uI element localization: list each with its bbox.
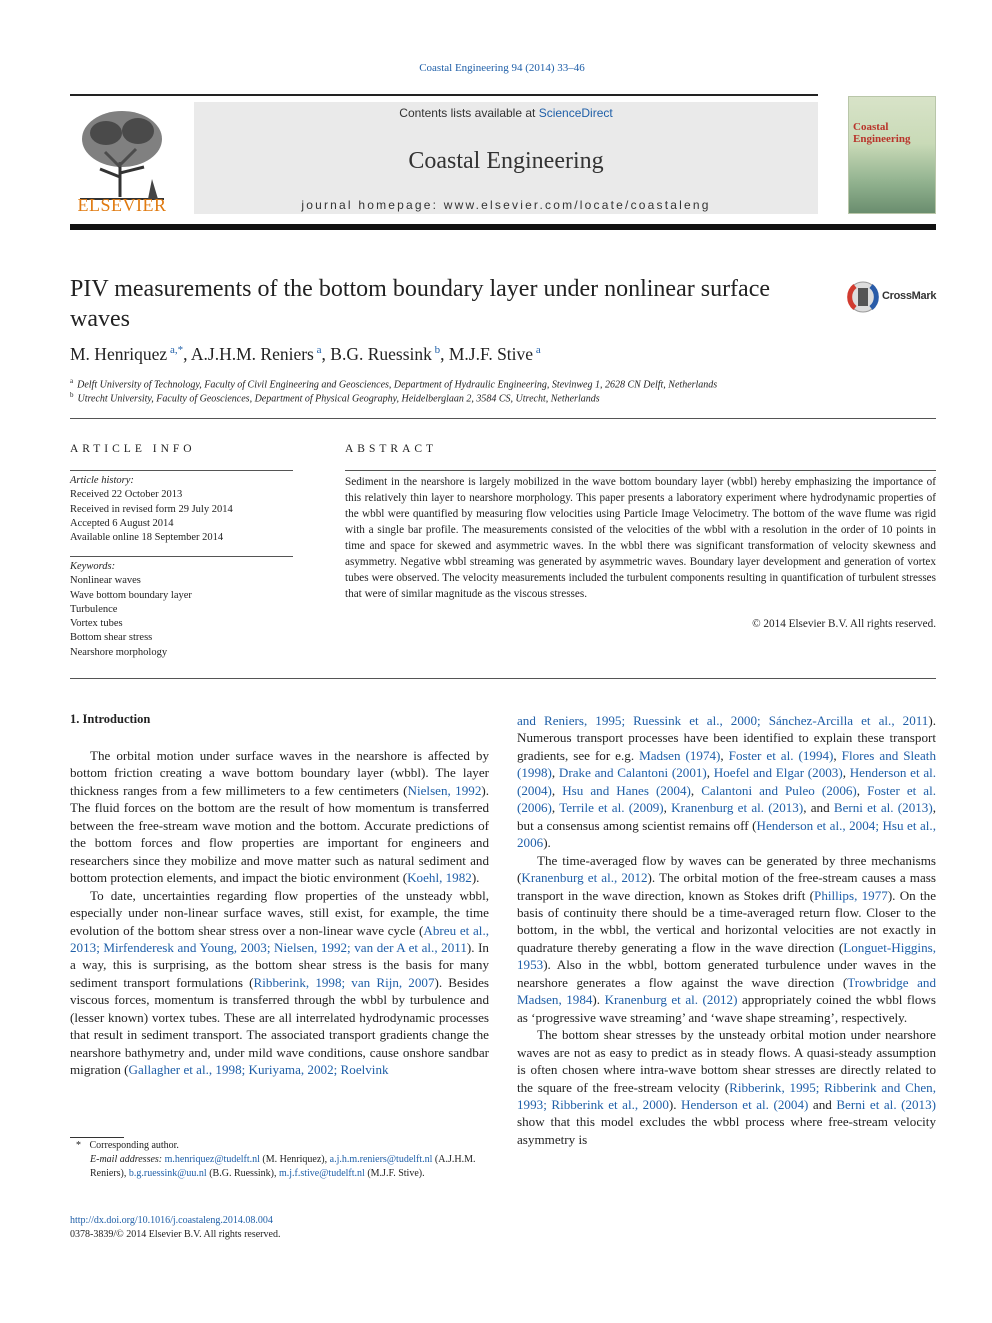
body-text: ). In a way, this is surprising, as the bottom shear stress is the basis for many sediment transport formulations (: [70, 939, 489, 990]
email-owner: (A.J.H.M. Reniers),: [90, 1154, 476, 1179]
body-text: To date, uncertainties regarding flow properties of the unsteady wbbl, especially under non-linear surface waves, still exist, for example, the time evolution of the bottom shear stress over a non-linear wave cycle (: [70, 887, 489, 938]
journal-homepage[interactable]: journal homepage: www.elsevier.com/locate/coastaleng: [301, 198, 711, 212]
contents-prefix: Contents lists available at: [399, 106, 539, 120]
body-paragraph: [517, 852, 936, 1027]
author-affiliation-marker[interactable]: b: [431, 344, 441, 357]
body-text: ,: [551, 765, 559, 781]
citation-link[interactable]: Drake and Calantoni (2001): [558, 765, 707, 781]
issn-line: 0378-3839/© 2014 Elsevier B.V. All rights reserved.: [70, 1229, 281, 1240]
citation-link[interactable]: Abreu et al., 2013; Mirfenderesk and Young, 2003; Nielsen, 1992; van der A et al., 2011: [70, 922, 489, 955]
citation-link[interactable]: Berni et al. (2013): [833, 800, 933, 816]
author-separator: ,: [183, 344, 191, 364]
author-separator: ,: [440, 344, 449, 364]
citation-link[interactable]: Berni et al. (2013): [836, 1096, 937, 1112]
keyword-item: Bottom shear stress: [70, 632, 153, 644]
cover-title: Coastal Engineering: [853, 121, 911, 145]
doi-link[interactable]: http://dx.doi.org/10.1016/j.coastaleng.2014.08.004: [70, 1215, 273, 1226]
email-owner: (M. Henriquez),: [259, 1154, 330, 1165]
doi-block: [70, 1214, 280, 1242]
corresponding-note: * Corresponding author.: [76, 1140, 179, 1151]
body-text: ,: [833, 747, 842, 763]
header-rule: [70, 224, 936, 230]
masthead-divider: [70, 94, 818, 96]
sciencedirect-link[interactable]: ScienceDirect: [538, 106, 613, 120]
article-history: [70, 474, 294, 545]
body-text: The time-averaged flow by waves can be generated by three mechanisms (: [517, 852, 936, 886]
email-link[interactable]: b.g.ruessink@uu.nl: [128, 1168, 207, 1179]
journal-title: Coastal Engineering: [408, 148, 604, 174]
citation-link[interactable]: Foster et al. (1994): [728, 747, 834, 763]
divider: [70, 418, 936, 419]
masthead-banner: [194, 102, 818, 214]
body-text: ). Also in the wbbl, bottom generated turbulence under waves in the nearshore generates a flow against the wave direction (: [517, 957, 936, 990]
citation-link[interactable]: Henderson et al. (2004): [517, 765, 937, 798]
citation-link[interactable]: Ribberink, 1995; Ribberink and Chen, 1993; Ribberink et al., 2000: [517, 1079, 936, 1112]
body-text: and: [808, 1096, 837, 1112]
email-addresses: [70, 1153, 490, 1181]
body-text: ,: [856, 782, 868, 798]
citation-link[interactable]: Trowbridge and Madsen, 1984: [517, 974, 936, 1008]
body-text: ). Numerous transport processes have been identified to explain these transport gradients, see for e.g.: [517, 713, 936, 763]
author-affiliation-marker[interactable]: a: [313, 344, 322, 357]
body-text: ,: [720, 747, 729, 763]
journal-masthead: [70, 94, 936, 218]
citation-link[interactable]: Gallagher et al., 1998; Kuriyama, 2002; Roelvink: [128, 1062, 389, 1078]
affiliation-a: $^a$ Delft University of Technology, Faculty of Civil Engineering and Geosciences, Department of Hydraulic Engineering, Stevinweg 1, 2628 CN Delft, Netherlands: [70, 377, 718, 391]
keyword-item: Nonlinear waves: [70, 575, 141, 587]
crossmark-icon: [846, 280, 880, 314]
body-column-left: [70, 747, 489, 1079]
body-text: ). The fluid forces on the bottom are the result of how momentum is transferred between the free-stream wave motion and the bottom. Accurate predictions of the bottom forces and flow properties are important for engineers and researchers since they mobilize and move matter such as natural sediment and bottom protection elements, and impact the biotic environment (: [70, 782, 490, 886]
keyword-item: Vortex tubes: [70, 618, 123, 630]
email-link[interactable]: m.henriquez@tudelft.nl: [164, 1154, 260, 1165]
body-text: ).: [592, 992, 605, 1008]
citation-link[interactable]: and Reniers, 1995; Ruessink et al., 2000; Sánchez-Arcilla et al., 2011: [517, 713, 929, 728]
citation-link[interactable]: Hsu and Hanes (2004): [562, 782, 691, 798]
citation-link[interactable]: Ribberink, 1998; van Rijn, 2007: [253, 974, 435, 990]
article-info-heading: ARTICLE INFO: [70, 443, 196, 455]
crossmark-label: CrossMark: [882, 290, 937, 302]
contents-line: [194, 106, 818, 120]
citation-link[interactable]: Phillips, 1977: [814, 887, 888, 903]
body-text: The orbital motion under surface waves in the nearshore is affected by bottom friction creating a wave bottom boundary layer (wbbl). The layer thickness ranges from a few millimeters to a few centimeters (: [70, 748, 489, 798]
body-text: ). Besides viscous forces, momentum is transferred through the wbbl by turbulence and (lesser known) vortex tubes. These are all interrelated hydrodynamic processes that result in sediment transport. The associated transport gradients change the nearshore bathymetry and, under mild wave conditions, cause onshore sandbar migration (: [70, 974, 490, 1078]
body-paragraph: [70, 747, 489, 887]
author-affiliation-marker[interactable]: a: [533, 344, 541, 357]
publisher-name: ELSEVIER: [77, 195, 167, 215]
footnotes: [70, 1139, 490, 1181]
journal-cover-image: [848, 96, 936, 214]
section-heading: 1. Introduction: [70, 712, 151, 726]
journal-reference-link[interactable]: Coastal Engineering 94 (2014) 33–46: [419, 62, 585, 74]
body-text: ).: [471, 870, 480, 886]
citation-link[interactable]: Kranenburg et al. (2012): [604, 992, 738, 1008]
body-paragraph: [70, 887, 489, 1079]
history-item: Received 22 October 2013: [70, 489, 183, 501]
history-item: Accepted 6 August 2014: [70, 517, 174, 529]
body-text: ).: [668, 1096, 682, 1112]
body-text: ,: [551, 800, 560, 816]
citation-link[interactable]: Madsen (1974): [639, 747, 721, 763]
keyword-item: Turbulence: [70, 603, 118, 615]
citation-link[interactable]: Hoefel and Elgar (2003): [713, 765, 843, 781]
body-column-right: [517, 712, 936, 1148]
body-text: show that this model excludes the wbbl process where free-stream velocity asymmetry is: [517, 1114, 936, 1147]
email-link[interactable]: m.j.f.stive@tudelft.nl: [278, 1168, 365, 1179]
keyword-item: Nearshore morphology: [70, 646, 168, 658]
body-text: ,: [842, 765, 850, 781]
body-paragraph: [517, 712, 936, 852]
history-item: Available online 18 September 2014: [70, 532, 224, 544]
body-text: The bottom shear stresses by the unsteady orbital motion under nearshore waves are not as easy to predict as in steady flows. A quasi-steady assumption is often chosen where intra-wave bottom shear stresses are directly related to the square of the free-stream velocity (: [517, 1027, 936, 1095]
history-item: Received in revised form 29 July 2014: [70, 503, 233, 515]
citation-link[interactable]: Calantoni and Puleo (2006): [701, 782, 857, 798]
article-title: PIV measurements of the bottom boundary layer under nonlinear surface waves: [70, 276, 771, 332]
citation-link[interactable]: Longuet-Higgins, 1953: [517, 939, 936, 973]
divider: [70, 678, 936, 679]
abstract-text: Sediment in the nearshore is largely mobilized in the wave bottom boundary layer (wbbl) hereby emphasizing the importance of this relatively thin layer to nearshore morphology. This paper presents a laboratory experiment where hydrodynamic properties of the wbbl were quantified by measuring flow velocities using Particle Image Velocimetry. The bottom of the wave flume was rigid with a single bar profile. The measurements consisted of the velocities of the wbbl with a resolution in the order of 10 points in time and space for skewed and asymmetric waves. In the wbbl there was significant transformation of velocity skewness and asymmetry. Negative wbbl streaming was generated by asymmetric waves. Boundary layer development and generation of vortex tubes were observed. The velocity measurements included the turbulent components resulting in quantification of turbulent stresses that were of similar magnitude as the viscous stresses.: [345, 476, 936, 600]
author-name: M.J.F. Stive: [448, 344, 534, 364]
email-owner: (B.G. Ruessink),: [206, 1168, 279, 1179]
body-text: ,: [663, 800, 672, 816]
citation-link[interactable]: Foster et al. (2006): [517, 782, 937, 816]
footnote-rule: [70, 1137, 124, 1138]
email-label: E-mail addresses:: [90, 1154, 165, 1165]
citation-link[interactable]: Henderson et al., 2004; Hsu et al., 2006: [517, 817, 936, 851]
citation-link[interactable]: Henderson et al. (2004): [681, 1096, 809, 1112]
author-separator: ,: [321, 344, 331, 364]
body-paragraph: [517, 1026, 936, 1148]
citation-link[interactable]: Nielsen, 1992: [407, 782, 482, 798]
author-name: M. Henriquez: [70, 344, 168, 364]
author-name: A.J.H.M. Reniers: [190, 344, 314, 364]
body-text: ,: [551, 782, 563, 798]
body-text: ). On the basis of continuity there should be a time-averaged return flow. Closer to the bottom, in the wbbl, the vertical and horizontal velocities are not exactly in quadrature thereby generating a flow in the wave direction (: [517, 887, 937, 955]
affiliation-b: $^b$ Utrecht University, Faculty of Geosciences, Department of Physical Geography, Heidelberglaan 2, 3584 CS, Utrecht, Netherlands: [70, 391, 600, 405]
body-text: ).: [543, 835, 551, 851]
citation-link[interactable]: Kranenburg et al. (2013): [671, 800, 804, 816]
email-link[interactable]: a.j.h.m.reniers@tudelft.nl: [329, 1154, 433, 1165]
body-text: ,: [706, 765, 714, 781]
body-text: ). The orbital motion of the free-stream causes a mass transport in the wave direction, known as Stokes drift (: [517, 870, 936, 903]
history-label: Article history:: [70, 475, 134, 486]
abstract-heading: ABSTRACT: [345, 443, 438, 455]
divider: [70, 556, 293, 557]
body-text: appropriately coined the wbbl flows as ‘progressive wave streaming’ and ‘wave shape streaming’, respectively.: [517, 992, 936, 1025]
email-owner: (M.J.F. Stive).: [364, 1168, 425, 1179]
citation-link[interactable]: Flores and Sleath (1998): [517, 747, 936, 781]
author-affiliation-marker[interactable]: a,*: [167, 344, 184, 357]
body-text: , and: [803, 800, 834, 816]
body-text: ,: [690, 782, 702, 798]
abstract-copyright: © 2014 Elsevier B.V. All rights reserved.: [752, 618, 936, 630]
citation-link[interactable]: Terrile et al. (2009): [559, 800, 664, 816]
body-text: , but a consensus among scientist remains off (: [517, 800, 936, 833]
author-name: B.G. Ruessink: [330, 344, 432, 364]
citation-link[interactable]: Kranenburg et al., 2012: [521, 870, 648, 886]
divider: [345, 470, 936, 471]
crossmark-button[interactable]: [846, 280, 942, 316]
author-list: [70, 344, 541, 365]
citation-link[interactable]: Koehl, 1982: [407, 870, 472, 886]
divider: [70, 470, 293, 471]
keyword-item: Wave bottom boundary layer: [70, 589, 192, 601]
keywords-label: Keywords:: [70, 561, 116, 572]
keywords: [70, 560, 294, 660]
